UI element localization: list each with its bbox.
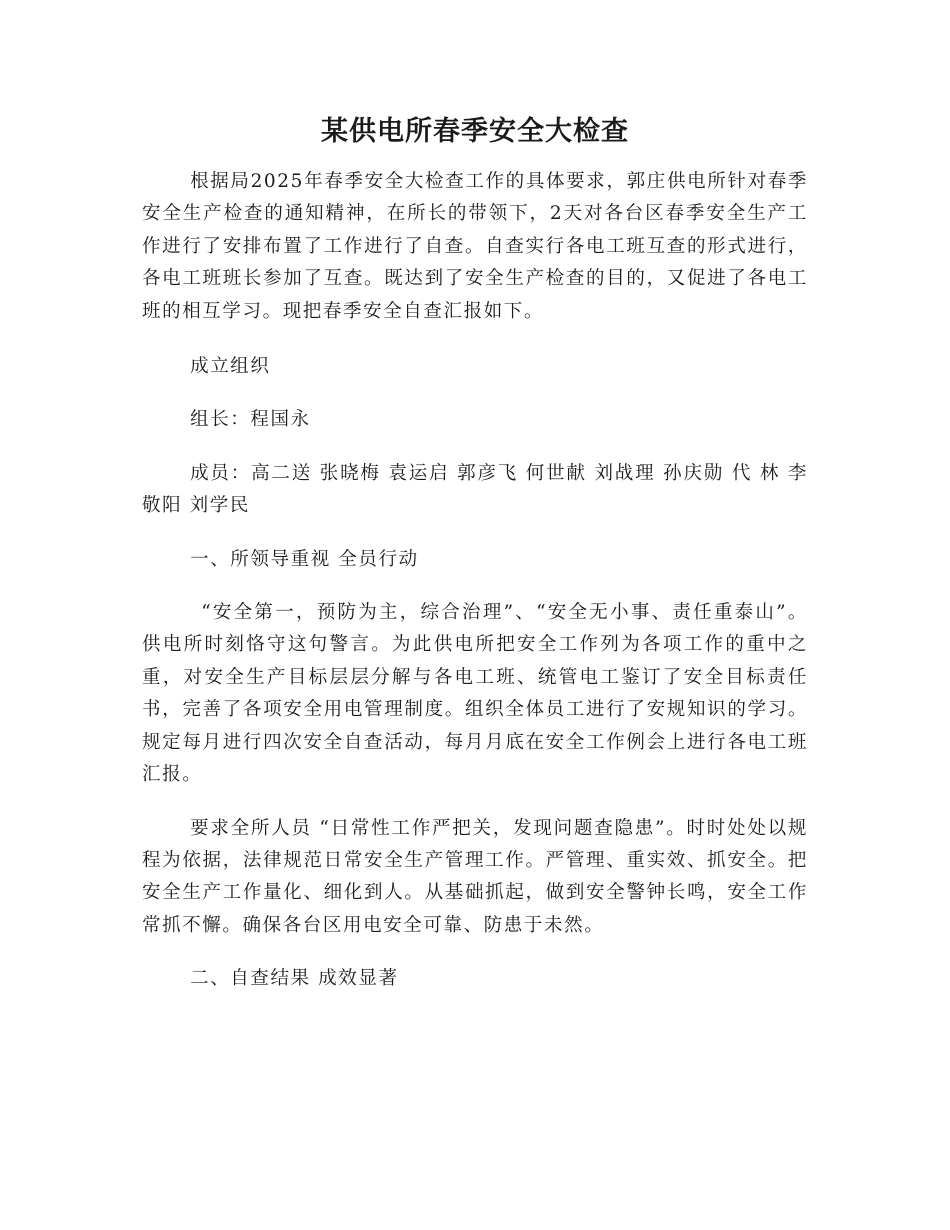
members-line: 成员：高二送 张晓梅 袁运启 郭彦飞 何世献 刘战理 孙庆勋 代 林 李敬阳 刘学民 xyxy=(142,462,808,517)
body-paragraph-requirements: 要求全所人员 “日常性工作严把关，发现问题查隐患”。时时处处以规程为依据，法律规范日常安全生产管理工作。严管理、重实效、抓安全。把安全生产工作量化、细化到人。从基础抓起，做到安全警钟长鸣，安全工作常抓不懈。确保各台区用电安全可靠、防患于未然。 xyxy=(142,817,808,936)
section-heading-one: 一、所领导重视 全员行动 xyxy=(190,548,419,570)
section-heading-organization: 成立组织 xyxy=(190,356,271,378)
document-body xyxy=(142,166,808,1017)
intro-paragraph: 根据局2025年春季安全大检查工作的具体要求，郭庄供电所针对春季安全生产检查的通知精神，在所长的带领下，2天对各台区春季安全生产工作进行了安排布置了工作进行了自查。自查实行各电工班互查的形式进行，各电工班班长参加了互查。既达到了安全生产检查的目的，又促进了各电工班的相互学习。现把春季安全自查汇报如下。 xyxy=(142,171,808,322)
document-title: 某供电所春季安全大检查 xyxy=(321,116,629,147)
section-heading-two: 二、自查结果 成效显著 xyxy=(190,968,399,990)
group-leader-line: 组长：程国永 xyxy=(190,409,311,431)
body-paragraph-safety-motto: “安全第一，预防为主，综合治理”、“安全无小事、责任重泰山”。供电所时刻恪守这句警言。为此供电所把安全工作列为各项工作的重中之重，对安全生产目标层层分解与各电工班、统管电工鉴订了安全目标责任书，完善了各项安全用电管理制度。组织全体员工进行了安规知识的学习。规定每月进行四次安全自查活动，每月月底在安全工作例会上进行各电工班汇报。 xyxy=(142,602,808,786)
